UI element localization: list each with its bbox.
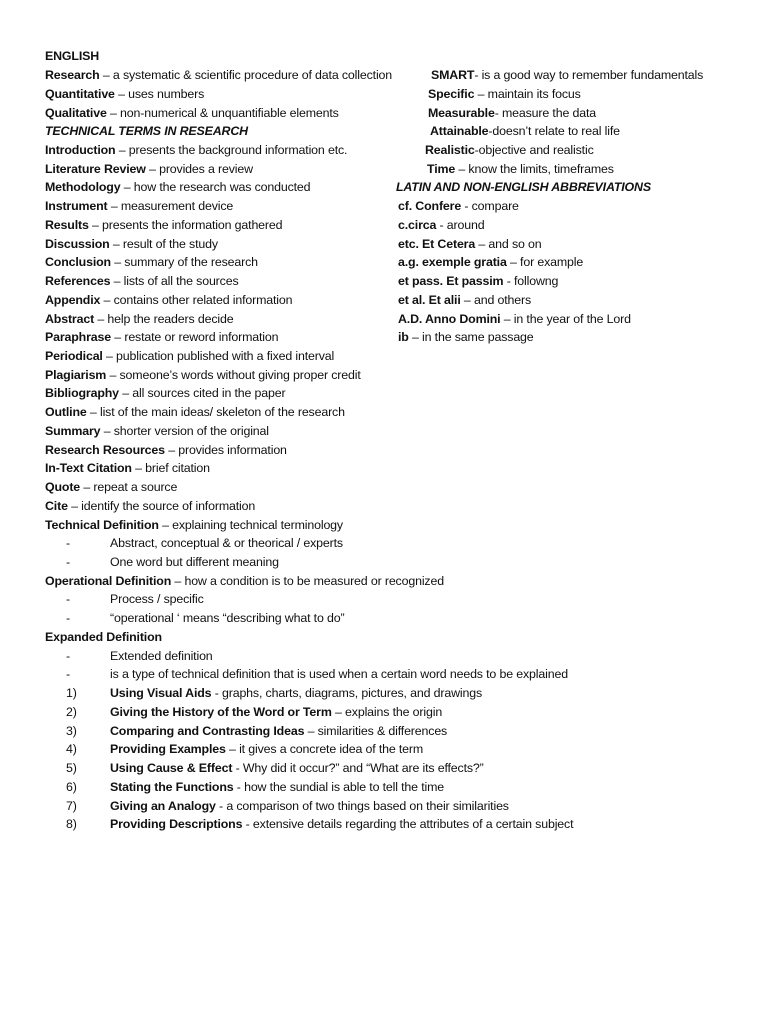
term-label: References [45, 274, 111, 288]
right-line [398, 216, 484, 234]
term-label: Cite [45, 498, 68, 513]
bullet-text: One word but different meaning [110, 555, 279, 569]
right-line [398, 272, 558, 290]
term-definition: – and others [460, 292, 532, 307]
left-line [45, 403, 345, 421]
term-definition: – help the readers decide [94, 311, 234, 326]
term-definition: – identify the source of information [67, 498, 256, 513]
right-line [398, 291, 531, 309]
term-label: Paraphrase [45, 330, 112, 345]
left-line [66, 647, 213, 665]
term-definition: – someone’s words without giving proper credit [106, 367, 361, 382]
term-definition: – for example [506, 255, 584, 270]
term-label: Quote [45, 480, 81, 495]
list-number: 5) [66, 761, 77, 775]
term-label: Time [427, 161, 456, 176]
right-line [398, 235, 542, 253]
term-definition: - followng [503, 274, 559, 288]
term-definition: – uses numbers [114, 86, 205, 101]
right-line [428, 85, 581, 103]
right-line [398, 253, 583, 271]
left-line [45, 160, 253, 178]
bullet-text: Abstract, conceptual & or theorical / experts [110, 536, 343, 551]
term-definition: - is a good way to remember fundamentals [474, 68, 704, 82]
term-label: et pass. Et passim [398, 274, 504, 288]
term-label: A.D. Anno Domini [398, 311, 501, 326]
term-label: Comparing and Contrasting Ideas [110, 723, 305, 738]
term-definition: – similarities & differences [304, 723, 448, 738]
bullet-marker: - [66, 536, 70, 551]
bullet-marker: - [66, 648, 70, 663]
term-definition: – result of the study [109, 236, 218, 251]
term-definition: -doesn’t relate to real life [488, 124, 620, 139]
left-line [66, 797, 509, 815]
term-definition: – restate or reword information [111, 330, 279, 345]
term-definition: – non-numerical & unquantifiable elements [106, 105, 339, 120]
left-line [45, 441, 287, 459]
left-line [66, 590, 204, 608]
term-label: Specific [428, 86, 475, 101]
term-label: Appendix [45, 292, 101, 307]
term-definition: – explaining technical terminology [158, 517, 343, 532]
left-line [66, 740, 423, 758]
term-definition: - extensive details regarding the attributes of a certain subject [242, 817, 574, 832]
left-line [45, 459, 210, 477]
term-label: Introduction [45, 142, 116, 157]
right-line [396, 178, 651, 196]
right-line [398, 197, 519, 215]
left-line [45, 628, 162, 646]
term-definition: – provides a review [145, 161, 253, 176]
term-label: Technical Definition [45, 517, 159, 532]
term-definition: – presents the information gathered [88, 217, 283, 232]
left-line [45, 216, 282, 234]
list-number: 8) [66, 817, 77, 832]
left-line [66, 778, 444, 796]
left-line [66, 665, 568, 683]
left-line [45, 272, 239, 290]
term-label: Outline [45, 405, 87, 420]
term-label: et al. Et alii [398, 292, 461, 307]
section-heading: TECHNICAL TERMS IN RESEARCH [45, 124, 248, 139]
list-number: 7) [66, 798, 77, 813]
term-definition: – presents the background information etc. [115, 142, 348, 157]
term-label: ib [398, 330, 409, 345]
left-line [45, 572, 444, 590]
section-heading: LATIN AND NON-ENGLISH ABBREVIATIONS [396, 180, 651, 195]
term-label: Abstract [45, 311, 95, 326]
term-definition: -objective and realistic [474, 142, 594, 157]
term-label: Attainable [430, 124, 489, 139]
bullet-text: is a type of technical definition that is used when a certain word needs to be explained [110, 667, 568, 682]
term-label: c.circa [398, 217, 437, 232]
left-line [66, 722, 447, 740]
left-line [45, 178, 310, 196]
term-label: Giving an Analogy [110, 798, 216, 813]
term-definition: – brief citation [131, 461, 210, 476]
bullet-text: Extended definition [110, 648, 213, 663]
term-label: Instrument [45, 199, 108, 214]
list-number: 3) [66, 723, 77, 738]
term-label: Conclusion [45, 255, 111, 270]
left-line [45, 366, 361, 384]
bullet-marker: - [66, 555, 70, 569]
term-definition: - Why did it occur?” and “What are its effects?” [232, 761, 484, 775]
term-label: Quantitative [45, 86, 115, 101]
left-line [45, 384, 286, 402]
bullet-marker: - [66, 611, 70, 626]
term-definition: – list of the main ideas/ skeleton of the research [86, 405, 345, 420]
right-line [428, 104, 596, 122]
term-label: Research [45, 68, 100, 82]
right-line [430, 122, 620, 140]
term-definition: - graphs, charts, diagrams, pictures, and drawings [211, 686, 482, 701]
term-definition: – summary of the research [110, 255, 258, 270]
term-definition: – shorter version of the original [100, 423, 269, 438]
left-line [45, 235, 218, 253]
bullet-marker: - [66, 592, 70, 607]
left-line [66, 534, 343, 552]
term-label: Measurable [428, 105, 495, 120]
term-label: Using Visual Aids [110, 686, 212, 701]
list-number: 2) [66, 704, 77, 719]
document-heading: ENGLISH [45, 49, 100, 63]
term-label: Using Cause & Effect [110, 761, 233, 775]
right-line [425, 141, 594, 159]
term-definition: – explains the origin [331, 704, 443, 719]
term-definition: – lists of all the sources [110, 274, 239, 288]
right-line [398, 328, 534, 346]
term-label: SMART [431, 68, 475, 82]
term-label: Plagiarism [45, 367, 107, 382]
left-line [45, 85, 204, 103]
term-definition: – how the research was conducted [120, 180, 311, 195]
term-label: Bibliography [45, 386, 119, 401]
term-definition: - compare [461, 199, 519, 214]
term-label: Summary [45, 423, 101, 438]
term-label: Research Resources [45, 442, 165, 457]
term-label: Literature Review [45, 161, 146, 176]
right-line [431, 66, 703, 84]
term-label: Operational Definition [45, 573, 172, 588]
left-line [45, 141, 347, 159]
term-definition: – publication published with a fixed interval [102, 348, 335, 363]
term-definition: – measurement device [107, 199, 234, 214]
left-line [66, 815, 573, 833]
left-line [45, 328, 278, 346]
term-definition: – how a condition is to be measured or recognized [171, 573, 444, 588]
left-line [45, 422, 269, 440]
left-line [45, 122, 248, 140]
left-line [45, 104, 339, 122]
term-definition: – in the same passage [408, 330, 534, 345]
term-definition: – it gives a concrete idea of the term [225, 742, 424, 757]
term-definition: - how the sundial is able to tell the time [233, 779, 445, 794]
term-label: Discussion [45, 236, 110, 251]
term-label: Realistic [425, 142, 475, 157]
left-line [45, 497, 255, 515]
left-line [45, 291, 292, 309]
term-definition: – repeat a source [80, 480, 178, 495]
term-definition: – in the year of the Lord [500, 311, 631, 326]
term-label: Periodical [45, 348, 103, 363]
left-line [66, 553, 279, 571]
left-line [45, 347, 334, 365]
list-number: 6) [66, 779, 77, 794]
term-definition: - a comparison of two things based on their similarities [215, 798, 509, 813]
term-label: Results [45, 217, 89, 232]
bullet-text: “operational ‘ means “describing what to do” [110, 611, 345, 626]
bullet-marker: - [66, 667, 70, 682]
right-line [427, 160, 614, 178]
term-label: In-Text Citation [45, 461, 132, 476]
list-number: 1) [66, 686, 77, 701]
left-line [66, 609, 344, 627]
term-label: Expanded Definition [45, 629, 162, 644]
term-definition: – provides information [164, 442, 287, 457]
left-line [66, 703, 442, 721]
left-line [66, 759, 484, 777]
term-definition: – know the limits, timeframes [455, 161, 614, 176]
term-definition: – all sources cited in the paper [118, 386, 286, 401]
right-line [398, 310, 631, 328]
term-label: Providing Descriptions [110, 817, 243, 832]
term-definition: - measure the data [494, 105, 596, 120]
term-label: Providing Examples [110, 742, 226, 757]
term-label: Stating the Functions [110, 779, 234, 794]
term-label: cf. Confere [398, 199, 462, 214]
term-label: a.g. exemple gratia [398, 255, 507, 270]
list-number: 4) [66, 742, 77, 757]
left-line [45, 310, 233, 328]
bullet-text: Process / specific [110, 592, 204, 607]
term-definition: – contains other related information [100, 292, 293, 307]
term-definition: – maintain its focus [474, 86, 581, 101]
term-label: Methodology [45, 180, 121, 195]
term-definition: – and so on [475, 236, 542, 251]
term-definition: - around [436, 217, 485, 232]
term-label: Qualitative [45, 105, 107, 120]
left-line [45, 197, 233, 215]
left-line [45, 516, 343, 534]
left-line [45, 253, 258, 271]
left-line [45, 66, 392, 84]
left-line [66, 684, 482, 702]
left-line [45, 478, 177, 496]
term-label: etc. Et Cetera [398, 236, 476, 251]
term-label: Giving the History of the Word or Term [110, 704, 332, 719]
term-definition: – a systematic & scientific procedure of data collection [99, 68, 393, 82]
